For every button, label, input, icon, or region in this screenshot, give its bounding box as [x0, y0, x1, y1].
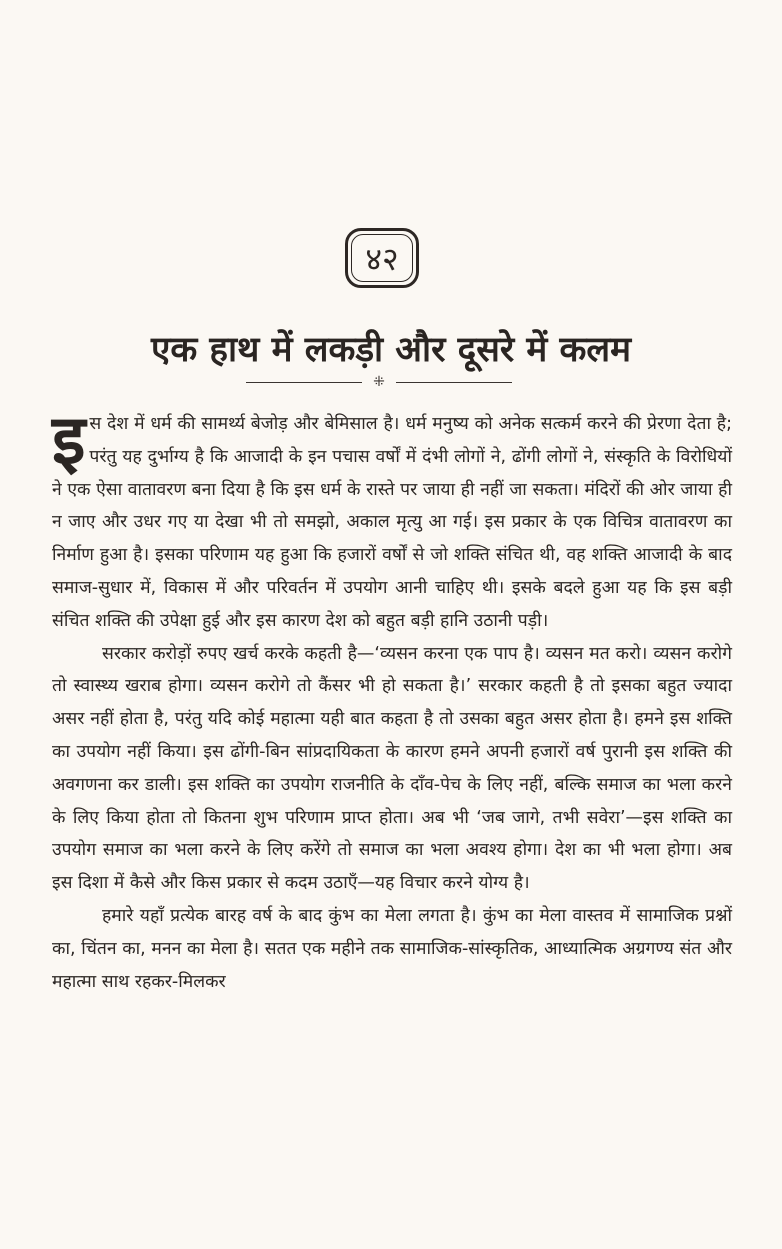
drop-cap: इ	[52, 401, 86, 480]
chapter-number-badge	[345, 228, 419, 288]
chapter-body	[52, 401, 732, 998]
chapter-title: एक हाथ में लकड़ी और दूसरे में कलम	[150, 330, 632, 370]
ornament-rule-right	[396, 382, 512, 383]
title-ornament	[246, 372, 512, 392]
ornament-rule-left	[246, 382, 362, 383]
paragraph-3: हमारे यहाँ प्रत्येक बारह वर्ष के बाद कुंभ का मेला लगता है। कुंभ का मेला वास्तव में सामाजिक प्रश्नों का, चिंतन का, मनन का मेला है। सतत एक महीने तक सामाजिक-सांस्कृतिक, आध्यात्मिक अग्रगण्य संत और महात्मा साथ रहकर-मिलकर	[52, 905, 732, 992]
paragraph-1	[52, 401, 732, 638]
ornament-flower-icon: ⁜	[373, 374, 385, 390]
chapter-number: ४२	[365, 239, 399, 278]
paragraph-1-text: स देश में धर्म की सामर्थ्य बेजोड़ और बेमिसाल है। धर्म मनुष्य को अनेक सत्कर्म करने की प्रेरणा देता है; परंतु यह दुर्भाग्य है कि आजादी के इन पचास वर्षों में दंभी लोगों ने, ढोंगी लोगों ने, संस्कृति के विरोधियों ने एक ऐसा वातावरण बना दिया है कि इस धर्म के रास्ते पर जाया ही नहीं जा सकता। मंदिरों की ओर जाया ही न जाए और उधर गए या देखा भी तो समझो, अकाल मृत्यु आ गई। इस प्रकार के एक विचित्र वातावरण का निर्माण हुआ है। इसका परिणाम यह हुआ कि हजारों वर्षों से जो शक्ति संचित थी, वह शक्ति आजादी के बाद समाज-सुधार में, विकास में और परिवर्तन में उपयोग आनी चाहिए थी। इसके बदले हुआ यह कि इस बड़ी संचित शक्ति की उपेक्षा हुई और इस कारण देश को बहुत बड़ी हानि उठानी पड़ी।	[52, 414, 732, 631]
paragraph-2: सरकार करोड़ों रुपए खर्च करके कहती है—‘व्यसन करना एक पाप है। व्यसन मत करो। व्यसन करोगे तो स्वास्थ्य खराब होगा। व्यसन करोगे तो कैंसर भी हो सकता है।’ सरकार कहती है तो इसका बहुत ज्यादा असर नहीं होता है, परंतु यदि कोई महात्मा यही बात कहता है तो उसका बहुत असर होता है। हमने इस शक्ति का उपयोग नहीं किया। इस ढोंगी-बिन सांप्रदायिकता के कारण हमने अपनी हजारों वर्ष पुरानी इस शक्ति की अवगणना कर डाली। इस शक्ति का उपयोग राजनीति के दाँव-पेच के लिए नहीं, बल्कि समाज का भला करने के लिए किया होता तो कितना शुभ परिणाम प्राप्त होता। अब भी ‘जब जागे, तभी सवेरा’—इस शक्ति का उपयोग समाज का भला करने के लिए करेंगे तो समाज का भला अवश्य होगा। देश का भी भला होगा। अब इस दिशा में कैसे और किस प्रकार से कदम उठाएँ—यह विचार करने योग्य है।	[52, 643, 732, 894]
